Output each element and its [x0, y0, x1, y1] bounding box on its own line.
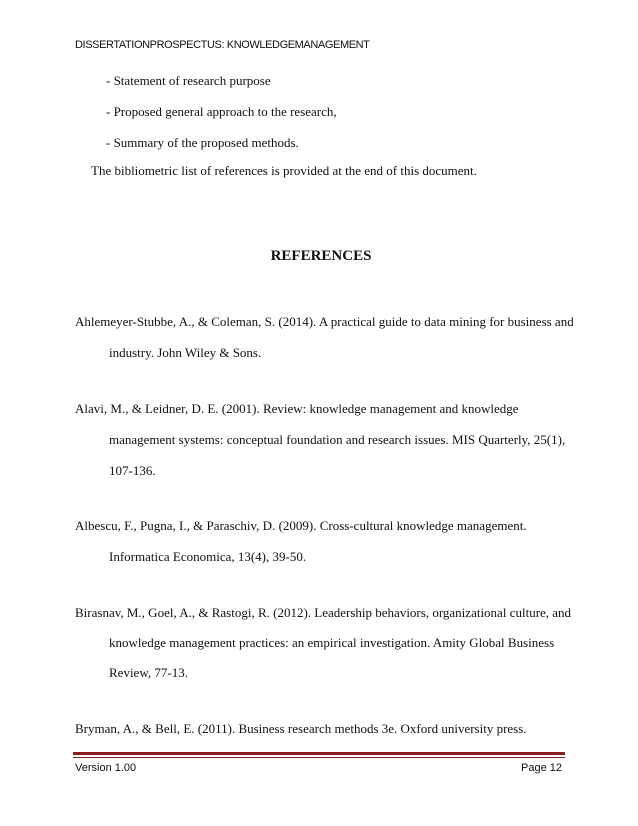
reference-2-line-3: 107-136.	[109, 463, 156, 478]
reference-5-line-1: Bryman, A., & Bell, E. (2011). Business research methods 3e. Oxford university press.	[75, 721, 527, 736]
footer-version: Version 1.00	[75, 762, 137, 774]
footer-rule-thick	[73, 752, 565, 755]
reference-3-line-1: Albescu, F., Pugna, I., & Paraschiv, D. (2009). Cross-cultural knowledge management.	[75, 518, 527, 533]
reference-4-line-2: knowledge management practices: an empirical investigation. Amity Global Business	[109, 635, 555, 650]
bullet-statement: - Statement of research purpose	[106, 73, 271, 88]
running-header: DISSERTATIONPROSPECTUS: KNOWLEDGEMANAGEMENT	[75, 39, 370, 51]
references-heading: REFERENCES	[270, 248, 372, 264]
reference-3-line-2: Informatica Economica, 13(4), 39-50.	[109, 549, 307, 564]
footer-rule-thin	[73, 757, 565, 758]
footer-rule	[73, 752, 565, 758]
bullet-approach: - Proposed general approach to the research,	[106, 104, 337, 119]
reference-1-line-1: Ahlemeyer-Stubbe, A., & Coleman, S. (2014). A practical guide to data mining for business and	[75, 314, 574, 329]
reference-4-line-1: Birasnav, M., Goel, A., & Rastogi, R. (2012). Leadership behaviors, organizational culture, and	[75, 605, 572, 620]
reference-2-line-1: Alavi, M., & Leidner, D. E. (2001). Review: knowledge management and knowledge	[75, 401, 519, 416]
bibliometric-note: The bibliometric list of references is provided at the end of this document.	[91, 163, 477, 178]
reference-1-line-2: industry. John Wiley & Sons.	[109, 345, 262, 360]
footer-page-number: Page 12	[521, 762, 562, 774]
bullet-methods: - Summary of the proposed methods.	[106, 135, 299, 150]
reference-4-line-3: Review, 77-13.	[109, 665, 188, 680]
reference-2-line-2: management systems: conceptual foundation and research issues. MIS Quarterly, 25(1),	[109, 432, 566, 447]
